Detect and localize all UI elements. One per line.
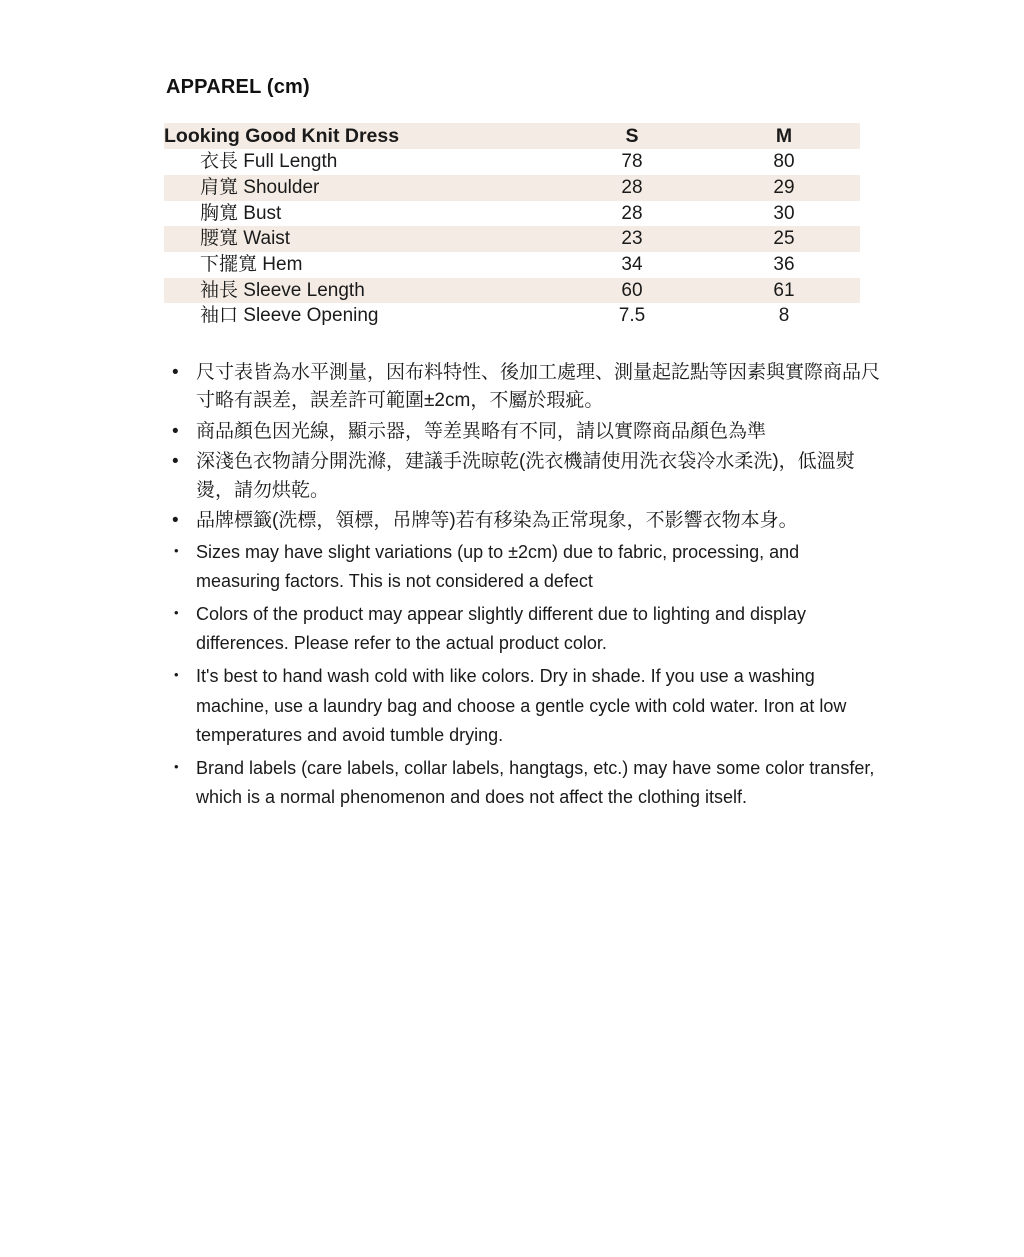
size-column-header-s: S xyxy=(625,125,639,147)
measure-value-s: 7.5 xyxy=(618,305,646,327)
measure-value-m: 29 xyxy=(773,176,795,198)
note-item: • Sizes may have slight variations (up to ±2cm) due to fabric, processing, and measuring factors. This is not considered a defect xyxy=(164,538,880,596)
measure-label: 下擺寬 Hem xyxy=(200,253,303,275)
note-item: • 尺寸表皆為水平測量，因布料特性、後加工處理、測量起訖點等因素與實際商品尺寸略有誤差，誤差許可範圍±2cm，不屬於瑕疵。 xyxy=(164,359,880,416)
measure-label: 腰寬 Waist xyxy=(200,228,291,250)
table-row xyxy=(164,303,860,329)
measure-label: 袖長 Sleeve Length xyxy=(200,279,365,301)
notes-list xyxy=(164,359,880,812)
page-title: APPAREL (cm) xyxy=(166,76,310,98)
size-column-header-m: M xyxy=(775,125,793,147)
note-item: • 深淺色衣物請分開洗滌，建議手洗晾乾(洗衣機請使用洗衣袋冷水柔洗)，低溫熨燙，請勿烘乾。 xyxy=(164,448,880,505)
table-row xyxy=(164,252,860,278)
note-item: • 商品顏色因光線，顯示器，等差異略有不同，請以實際商品顏色為準 xyxy=(164,418,880,447)
table-row xyxy=(164,149,860,175)
note-item: • 品牌標籤(洗標，領標，吊牌等)若有移染為正常現象，不影響衣物本身。 xyxy=(164,507,880,536)
measure-value-m: 80 xyxy=(773,151,795,173)
measure-label: 衣長 Full Length xyxy=(200,151,338,173)
measure-label: 肩寬 Shoulder xyxy=(200,176,320,198)
measure-value-s: 60 xyxy=(621,279,643,301)
product-name: Looking Good Knit Dress xyxy=(164,125,400,147)
note-item: • Colors of the product may appear slightly different due to lighting and display differences. Please refer to the actual product color. xyxy=(164,600,880,658)
table-header-row xyxy=(164,123,860,149)
measure-label: 袖口 Sleeve Opening xyxy=(200,305,379,327)
measure-value-m: 61 xyxy=(773,279,795,301)
measure-value-m: 30 xyxy=(773,202,795,224)
table-row xyxy=(164,175,860,201)
measure-value-s: 78 xyxy=(621,151,643,173)
measure-value-s: 28 xyxy=(621,202,643,224)
table-row xyxy=(164,201,860,227)
table-row xyxy=(164,278,860,304)
size-chart-table xyxy=(164,123,860,329)
measure-value-s: 28 xyxy=(621,176,643,198)
measure-value-s: 23 xyxy=(621,228,643,250)
measure-value-s: 34 xyxy=(621,253,643,275)
measure-value-m: 36 xyxy=(773,253,795,275)
measure-value-m: 8 xyxy=(778,305,790,327)
note-item: • It's best to hand wash cold with like colors. Dry in shade. If you use a washing machine, use a laundry bag and choose a gentle cycle with cold water. Iron at low temperatures and avoid tumble drying. xyxy=(164,662,880,749)
table-row xyxy=(164,226,860,252)
note-item: • Brand labels (care labels, collar labels, hangtags, etc.) may have some color transfer, which is a normal phenomenon and does not affect the clothing itself. xyxy=(164,754,880,812)
measure-label: 胸寬 Bust xyxy=(200,202,282,224)
measure-value-m: 25 xyxy=(773,228,795,250)
